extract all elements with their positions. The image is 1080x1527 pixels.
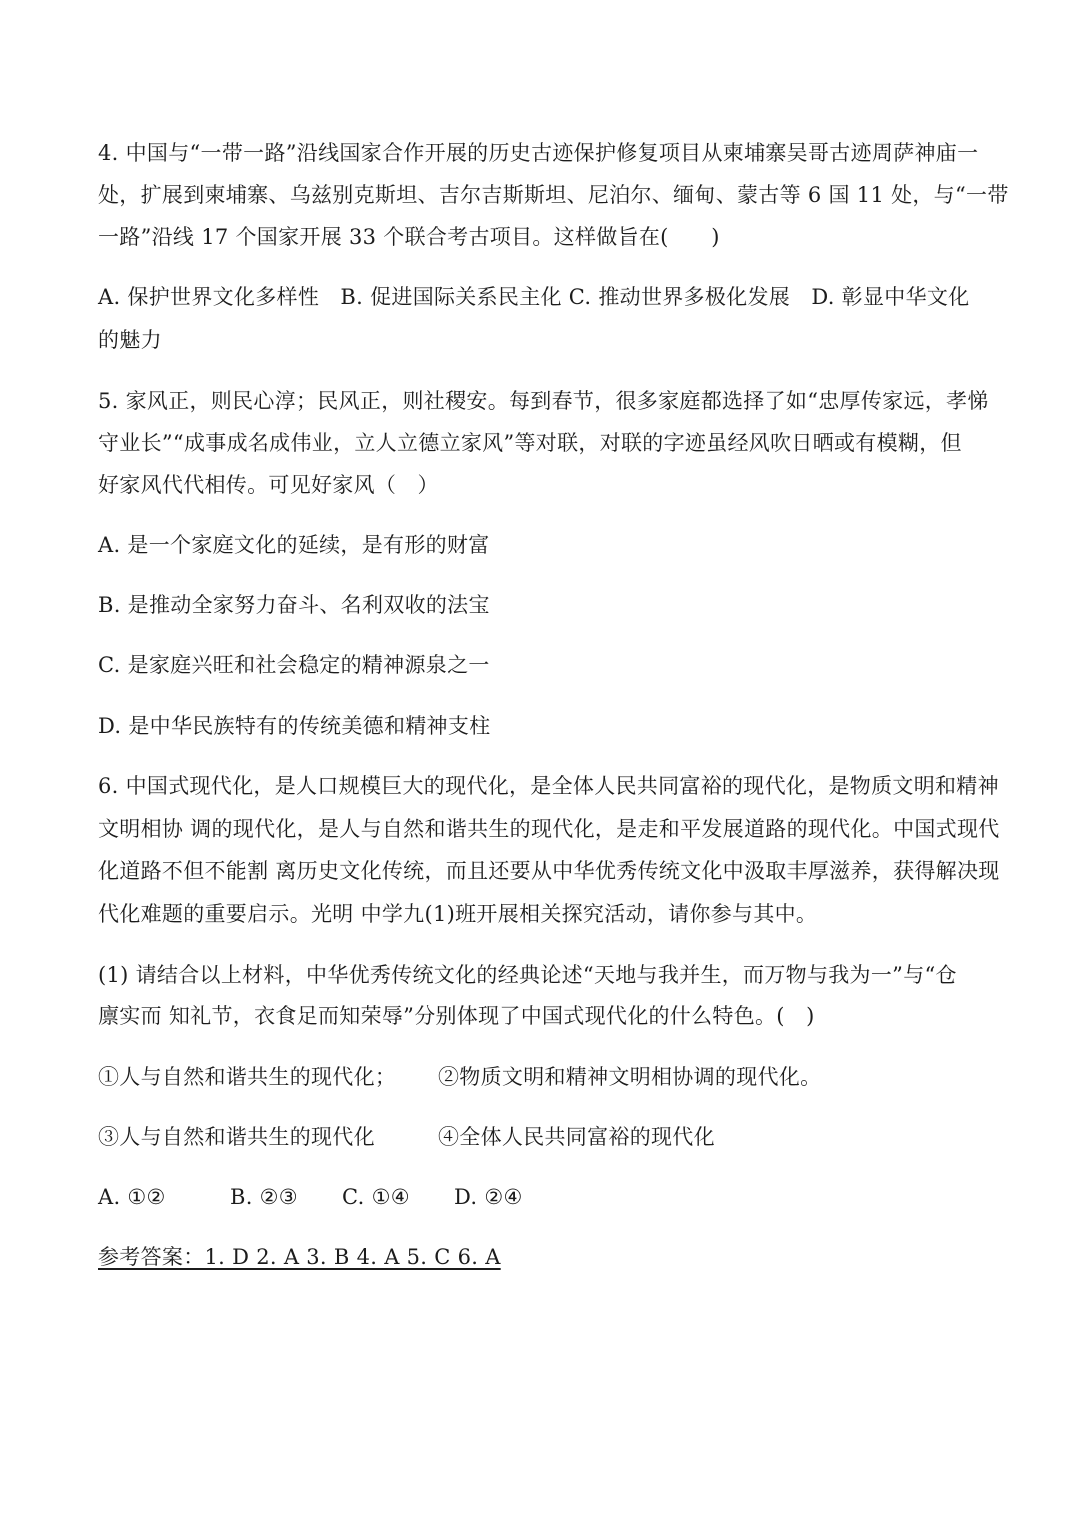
reference-answer: 参考答案：1. D 2. A 3. B 4. A 5. C 6. A bbox=[98, 1245, 501, 1269]
q4-stem-line-3: 一路”沿线 17 个国家开展 33 个联合考古项目。这样做旨在( ) bbox=[98, 225, 720, 249]
q4-stem-line-1: 4. 中国与“一带一路”沿线国家合作开展的历史古迹保护修复项目从柬埔寨吴哥古迹周萨神庙一 bbox=[98, 141, 979, 165]
q6-sub1-line-1: (1) 请结合以上材料，中华优秀传统文化的经典论述“天地与我并生，而万物与我为一”与“仓 bbox=[98, 963, 957, 987]
q6-answer-options bbox=[98, 1182, 982, 1212]
q6-stem-line-2: 文明相协 调的现代化，是人与自然和谐共生的现代化，是走和平发展道路的现代化。中国式现代 bbox=[98, 817, 1000, 841]
q6-stem-line-1: 6. 中国式现代化，是人口规模巨大的现代化，是全体人民共同富裕的现代化，是物质文明和精神 bbox=[98, 774, 999, 798]
q6-choice-1: ①人与自然和谐共生的现代化； bbox=[98, 1065, 397, 1089]
q4-stem-line-2: 处，扩展到柬埔寨、乌兹别克斯坦、吉尔吉斯斯坦、尼泊尔、缅甸、蒙古等 6 国 11 处，与“一带 bbox=[98, 183, 1009, 207]
q5-option-a: A. 是一个家庭文化的延续，是有形的财富 bbox=[98, 533, 490, 557]
q6-choice-4: ④全体人民共同富裕的现代化 bbox=[438, 1125, 715, 1149]
q6-choice-2: ②物质文明和精神文明相协调的现代化。 bbox=[438, 1065, 822, 1089]
q5-option-b: B. 是推动全家努力奋斗、名利双收的法宝 bbox=[98, 593, 490, 617]
q6-choice-3: ③人与自然和谐共生的现代化 bbox=[98, 1125, 375, 1149]
q5-stem-line-1: 5. 家风正，则民心淳；民风正，则社稷安。每到春节，很多家庭都选择了如“忠厚传家远，孝悌 bbox=[98, 389, 989, 413]
q4-options-line-1: A. 保护世界文化多样性 B. 促进国际关系民主化 C. 推动世界多极化发展 D. 彰显中华文化 bbox=[98, 285, 970, 309]
q6-answer-c: C. ①④ bbox=[342, 1185, 410, 1209]
q5-option-d: D. 是中华民族特有的传统美德和精神支柱 bbox=[98, 714, 491, 738]
q5-stem-line-3: 好家风代代相传。可见好家风（ ） bbox=[98, 473, 439, 497]
q4-options-line-2: 的魅力 bbox=[98, 328, 162, 352]
q6-choice-row-2 bbox=[98, 1122, 982, 1152]
q6-answer-d: D. ②④ bbox=[454, 1185, 523, 1209]
q6-choice-row-1 bbox=[98, 1062, 982, 1092]
q6-answer-a: A. ①② bbox=[98, 1185, 166, 1209]
q5-option-c: C. 是家庭兴旺和社会稳定的精神源泉之一 bbox=[98, 653, 490, 677]
q5-stem-line-2: 守业长”“成事成名成伟业，立人立德立家风”等对联，对联的字迹虽经风吹日晒或有模糊，但 bbox=[98, 431, 962, 455]
q6-stem-line-3: 化道路不但不能割 离历史文化传统，而且还要从中华优秀传统文化中汲取丰厚滋养，获得解决现 bbox=[98, 859, 1000, 883]
q6-answer-b: B. ②③ bbox=[230, 1185, 298, 1209]
q6-sub1-line-2: 廪实而 知礼节，衣食足而知荣辱”分别体现了中国式现代化的什么特色。( ) bbox=[98, 1004, 815, 1028]
q6-stem-line-4: 代化难题的重要启示。光明 中学九(1)班开展相关探究活动，请你参与其中。 bbox=[98, 902, 818, 926]
